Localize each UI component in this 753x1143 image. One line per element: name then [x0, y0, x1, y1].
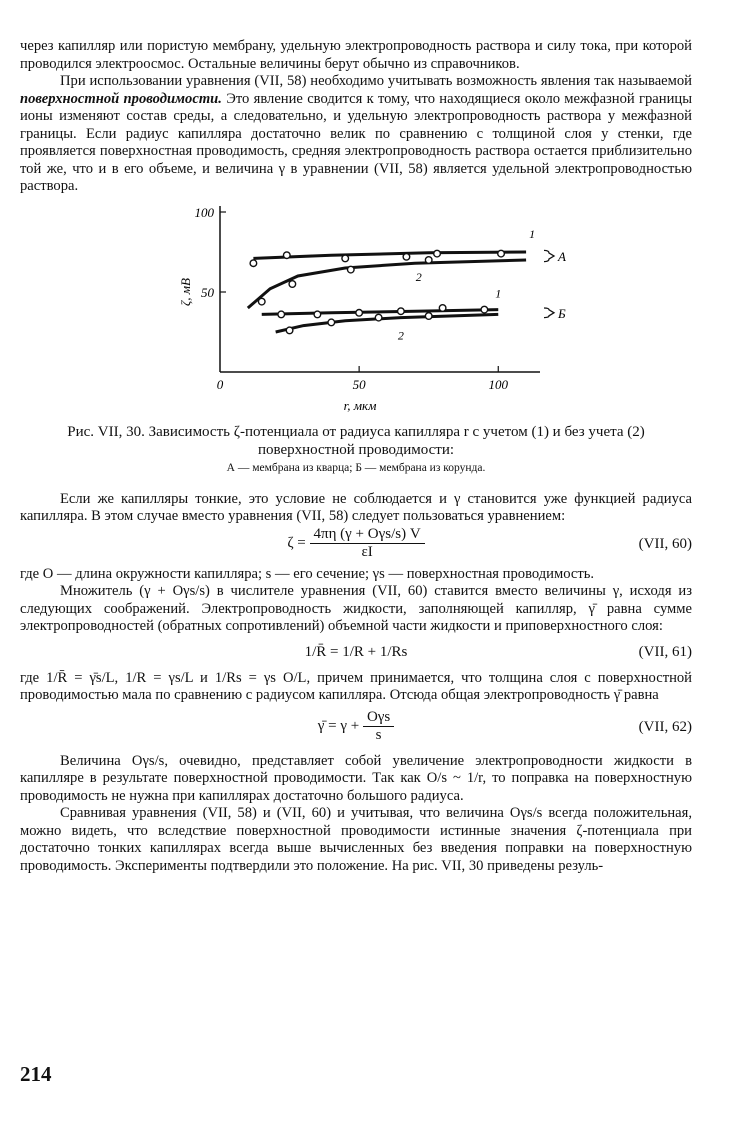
data-point — [347, 266, 354, 273]
data-point — [314, 311, 321, 318]
series-curve-А-1 — [253, 252, 526, 258]
paragraph-2: При использовании уравнения (VII, 58) необходимо учитывать возможность явления так называемой поверхностной проводимости. Это явление сводится к тому, что находящиеся около межфазной границы ионы изменяют состав среды, а следовательно, и удельную электропроводность раствора у межфазной границы. Если радиус капилляра достаточно велик по сравнению с толщиной слоя у стенки, где проявляется поверхностная проводимость, средняя электропроводность раствора остается приблизительно той же, что и в его объеме, и величина γ в уравнении (VII, 58) является удельной электропроводностью раствора. — [20, 73, 693, 194]
paragraph-5: Множитель (γ + Oγs/s) в числителе уравнения (VII, 60) ставится вместо величины γ, исходя из следующих соображений. Электропроводность жидкости, заполняющей капилляр, γ̄ равна сумме электропроводностей (обратных сопротивлений) объемной части жидкости и приповерхностного слоя: — [20, 583, 692, 634]
paragraph-8: Сравнивая уравнения (VII, 58) и (VII, 60) и учитывая, что величина Oγs/s всегда положительная, можно видеть, что вследствие поверхностной проводимости истинные значения ζ-потенциала при достаточно тонких капиллярах всегда выше вычисленных без введения поправки на поверхностную проводимость. Эксперименты подтвердили это положение. На рис. VII, 30 приведены резуль- — [20, 805, 692, 874]
data-point — [481, 306, 488, 313]
page-body — [20, 38, 692, 875]
data-point — [434, 250, 441, 257]
data-point — [439, 304, 446, 311]
data-point — [403, 253, 410, 260]
data-point — [398, 307, 405, 314]
data-point — [286, 327, 293, 334]
paragraph-1: через капилляр или пористую мембрану, удельную электропроводность раствора и силу тока, при которой проводился электроосмос. Остальные величины берут обычно из справочников. — [20, 38, 692, 72]
series-label: 2 — [415, 269, 422, 284]
y-tick-label: 100 — [194, 204, 214, 220]
data-point — [289, 280, 296, 287]
data-point — [278, 311, 285, 318]
paragraph-7: Величина Oγs/s, очевидно, представляет собой увеличение электропроводности жидкости в капилляре в результате поверхностной проводимости. Так как O/s ~ 1/r, то поправка на поверхностную проводимость не нужна при капиллярах достаточно большого радиуса. — [20, 752, 692, 804]
page-number: 214 — [20, 1062, 52, 1086]
series-curve-Б-1 — [262, 309, 499, 314]
data-point — [328, 319, 335, 326]
y-tick-label: 50 — [201, 284, 214, 300]
data-point — [283, 251, 290, 258]
y-axis-title: ζ, мВ — [178, 277, 193, 306]
x-tick-label: 50 — [352, 376, 366, 392]
group-brace — [544, 308, 554, 318]
data-point — [498, 250, 505, 257]
series-label: 2 — [397, 328, 404, 343]
figure-chart — [20, 196, 692, 414]
equation-vii-60: ζ = $\frac{\text{4πη (γ + Oγs/s) V}}{\varepsilon I}$ (VII, 60) — [287, 525, 692, 560]
data-point — [425, 312, 432, 319]
data-point — [250, 259, 257, 266]
x-axis-title: r, мкм — [343, 397, 377, 413]
paragraph-6: где 1/R̄ = γ̄s/L, 1/R = γs/L и 1/Rs = γs O/L, причем принимается, что толщина слоя с поверхностной проводимостью мала по сравнению с радиусом капилляра. Отсюда общая электропроводность γ̄ равна — [20, 669, 692, 703]
group-label: Б — [558, 305, 566, 321]
data-point — [425, 256, 432, 263]
x-tick-label: 0 — [216, 376, 224, 392]
group-label: А — [558, 248, 566, 264]
x-tick-label: 100 — [488, 376, 509, 392]
data-point — [356, 309, 363, 316]
series-curve-Б-2 — [276, 314, 499, 332]
figure-subcaption: А — мембрана из кварца; Б — мембрана из корунда. — [226, 461, 486, 474]
paragraph-4: где O — длина окружности капилляра; s — его сечение; γs — поверхностная проводимость. — [20, 565, 595, 582]
equation-vii-61: 1/R̄ = 1/R + 1/Rs (VII, 61) — [304, 643, 692, 660]
data-point — [342, 255, 349, 262]
figure-caption: Рис. VII, 30. Зависимость ζ-потенциала от радиуса капилляра r с учетом (1) и без учета (2) поверхностной проводимости: — [67, 423, 645, 458]
paragraph-3: Если же капилляры тонкие, это условие не соблюдается и γ становится уже функцией радиуса капилляра. В этом случае вместо уравнения (VII, 58) следует пользоваться уравнением: — [20, 490, 692, 524]
data-point — [375, 314, 382, 321]
equation-vii-62: γ̄ = γ + $\frac{\text{Oγs}}{s}$ (VII, 62) — [317, 708, 692, 743]
group-brace — [544, 250, 554, 261]
series-label: 1 — [529, 226, 536, 241]
series-label: 1 — [495, 286, 502, 301]
data-point — [258, 298, 265, 305]
